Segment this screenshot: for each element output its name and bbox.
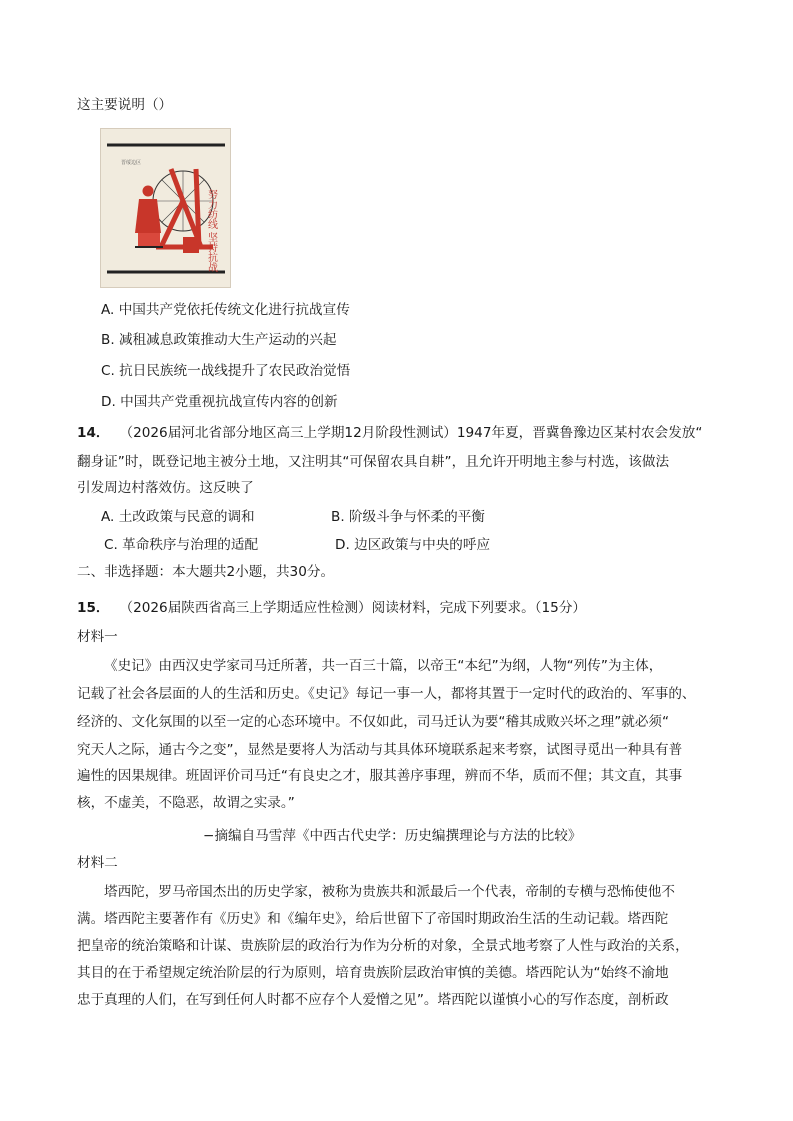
section-2-heading: 二、非选择题：本大题共2小题，共30分。 [77,564,335,580]
q13-option-d: D. 中国共产党重视抗战宣传内容的创新 [101,394,338,410]
q14-option-a: A. 土改政策与民意的调和 [101,509,255,525]
material-2-line-1: 塔西陀，罗马帝国杰出的历史学家，被称为贵族共和派最后一个代表，帝制的专横与恐怖使他不 [104,884,675,900]
q15-number: 15． [77,600,110,616]
q13-stem-tail: 这主要说明（） [77,97,173,113]
q14-number: 14． [77,425,110,441]
material-1-source: −摘编自马雪萍《中西古代史学：历史编撰理论与方法的比较》 [203,828,582,844]
image-caption-right: 努力纺线 坚持抗战 [205,189,217,273]
q14-option-c: C. 革命秩序与治理的适配 [104,537,259,553]
q13-option-c: C. 抗日民族统一战线提升了农民政治觉悟 [101,363,351,379]
image-caption-left: 晋绥边区 [121,160,142,166]
q13-option-a: A. 中国共产党依托传统文化进行抗战宣传 [101,302,350,318]
material-1-line-5: 遍性的因果规律。班固评价司马迁“有良史之才，服其善序事理，辨而不华，质而不俚；其文直，其事 [77,768,683,784]
q14-option-b: B. 阶级斗争与怀柔的平衡 [331,509,485,525]
material-1-line-1: 《史记》由西汉史学家司马迁所著，共一百三十篇，以帝王“本纪”为纲，人物“列传”为主体， [104,658,663,674]
material-1-line-4: 究天人之际，通古今之变”，显然是要将人为活动与其具体环境联系起来考察，试图寻觅出一种具有普 [77,742,683,758]
material-1-line-6: 核，不虚美，不隐恶，故谓之实录。” [77,795,295,811]
q15-header-text: （2026届陕西省高三上学期适应性检测）阅读材料，完成下列要求。（15分） [119,600,587,616]
q14-option-d: D. 边区政策与中央的呼应 [335,537,491,553]
woodcut-spinning-image [100,128,231,288]
q14-line-2: 翻身证”时，既登记地主被分土地，又注明其“可保留农具自耕”，且允许开明地主参与村选，该做法 [77,454,670,470]
q14-line-1-text: （2026届河北省部分地区高三上学期12月阶段性测试）1947年夏，晋冀鲁豫边区某村农会发放“ [119,425,703,441]
q14-line-1 [77,423,702,443]
material-1-line-3: 经济的、文化氛围的以至一定的心态环境中。不仅如此，司马迁认为要“稽其成败兴坏之理”就必须“ [77,714,670,730]
material-2-line-5: 忠于真理的人们，在写到任何人时都不应存个人爱憎之见”。塔西陀以谨慎小心的写作态度，剖析政 [77,992,669,1008]
q13-option-b: B. 减租减息政策推动大生产运动的兴起 [101,332,337,348]
material-2-line-3: 把皇帝的统治策略和计谋、贵族阶层的政治行为作为分析的对象，全景式地考察了人性与政治的关系， [77,938,689,954]
material-2-line-2: 满。塔西陀主要著作有《历史》和《编年史》，给后世留下了帝国时期政治生活的生动记载。塔西陀 [77,911,669,927]
material-2-label: 材料二 [77,855,118,871]
q14-line-3: 引发周边村落效仿。这反映了 [77,480,254,496]
spinning-woman-illustration [101,129,231,288]
material-1-line-2: 记载了社会各层面的人的生活和历史。《史记》每记一事一人，都将其置于一定时代的政治的、军事的、 [77,686,696,702]
material-1-label: 材料一 [77,629,118,645]
q15-header [77,598,586,618]
material-2-line-4: 其目的在于希望规定统治阶层的行为原则，培育贵族阶层政治审慎的美德。塔西陀认为“始终不渝地 [77,965,669,981]
